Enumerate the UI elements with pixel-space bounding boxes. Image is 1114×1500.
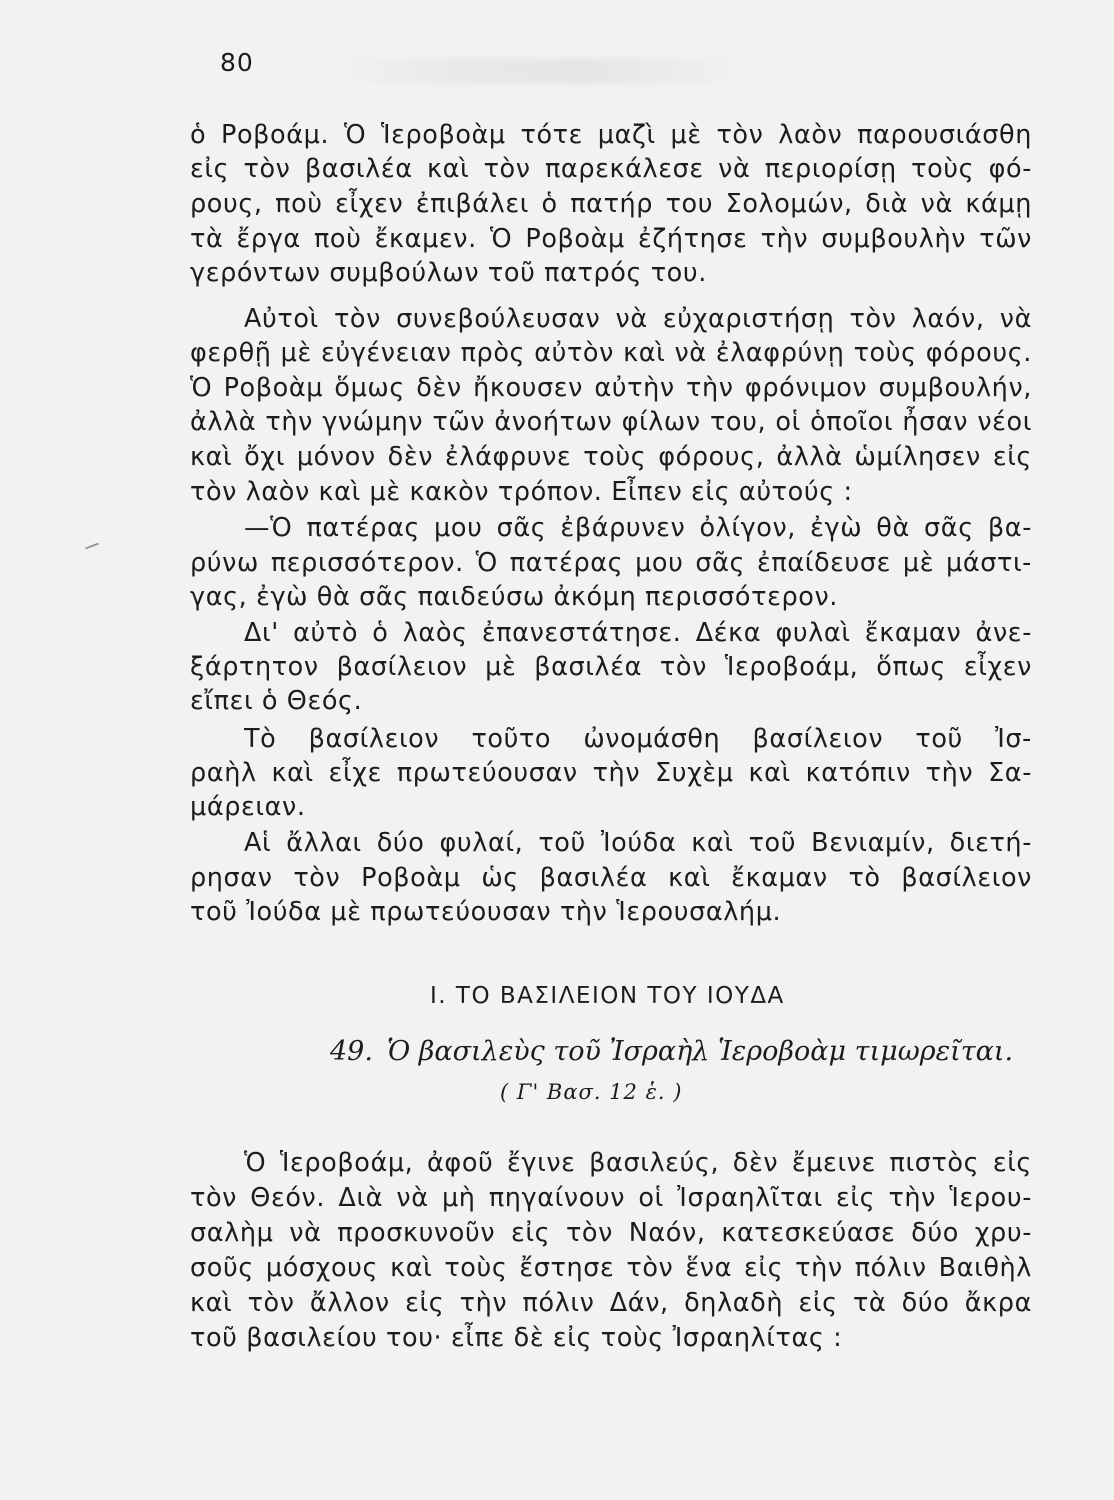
- text-line: μάρειαν.: [190, 792, 306, 822]
- text-line: Τὸ βασίλειον τοῦτο ὠνομάσθη βασίλειον τοῦ Ἰσ-: [244, 724, 1032, 754]
- text-line: Δι' αὐτὸ ὁ λαὸς ἐπανεστάτησε. Δέκα φυλαὶ ἔκαμαν ἀνε-: [244, 618, 1032, 648]
- text-line: σαλὴμ νὰ προσκυνοῦν εἰς τὸν Ναόν, κατεσκεύασε δύο χρυ-: [190, 1218, 1032, 1248]
- text-line: ρησαν τὸν Ροβοὰμ ὡς βασιλέα καὶ ἔκαμαν τὸ βασίλειον: [190, 863, 1032, 893]
- text-line: Αὐτοὶ τὸν συνεβούλευσαν νὰ εὐχαριστήσῃ τὸν λαόν, νὰ: [244, 304, 1032, 334]
- text-line: τὰ ἔργα ποὺ ἔκαμεν. Ὁ Ροβοὰμ ἐζήτησε τὴν συμβουλὴν τῶν: [190, 224, 1032, 254]
- bleed-through-shadow: [330, 58, 750, 84]
- text-line: τὸν λαὸν καὶ μὲ κακὸν τρόπον. Εἶπεν εἰς αὐτούς :: [190, 477, 853, 507]
- text-line: ρύνω περισσότερον. Ὁ πατέρας μου σᾶς ἐπαίδευσε μὲ μάστι-: [190, 548, 1032, 578]
- text-line: τοῦ Ἰούδα μὲ πρωτεύουσαν τὴν Ἱερουσαλήμ.: [190, 897, 782, 927]
- lesson-title-text: Ὁ βασιλεὺς τοῦ Ἰσραὴλ Ἱεροβοὰμ τιμωρεῖται.: [386, 1036, 1014, 1067]
- text-line: φερθῇ μὲ εὐγένειαν πρὸς αὐτὸν καὶ νὰ ἐλαφρύνῃ τοὺς φόρους.: [190, 338, 1032, 368]
- text-line: Ὁ Ροβοὰμ ὅμως δὲν ἤκουσεν αὐτὴν τὴν φρόνιμον συμβουλήν,: [190, 373, 1032, 403]
- text-line: ὁ Ροβοάμ. Ὁ Ἱεροβοὰμ τότε μαζὶ μὲ τὸν λαὸν παρουσιάσθη: [190, 120, 1032, 150]
- text-line: καὶ ὄχι μόνον δὲν ἐλάφρυνε τοὺς φόρους, ἀλλὰ ὡμίλησεν εἰς: [190, 442, 1032, 472]
- text-line: ρους, ποὺ εἶχεν ἐπιβάλει ὁ πατήρ του Σολομών, διὰ νὰ κάμῃ: [190, 189, 1032, 219]
- section-heading: I. ΤΟ ΒΑΣΙΛΕΙΟΝ ΤΟΥ ΙΟΥΔΑ: [430, 983, 785, 1009]
- lesson-number: 49.: [330, 1036, 373, 1067]
- page-number: 80: [220, 48, 254, 77]
- text-line: γερόντων συμβούλων τοῦ πατρός του.: [190, 258, 707, 288]
- text-line: ραὴλ καὶ εἶχε πρωτεύουσαν τὴν Συχὲμ καὶ κατόπιν τὴν Σα-: [190, 758, 1032, 788]
- text-line: εἰς τὸν βασιλέα καὶ τὸν παρεκάλεσε νὰ περιορίσῃ τοὺς φό-: [190, 154, 1032, 184]
- text-line: Ὁ Ἱεροβοάμ, ἀφοῦ ἔγινε βασιλεύς, δὲν ἔμεινε πιστὸς εἰς: [244, 1148, 1032, 1178]
- text-line: σοῦς μόσχους καὶ τοὺς ἔστησε τὸν ἕνα εἰς τὴν πόλιν Βαιθὴλ: [190, 1253, 1032, 1283]
- text-line: τὸν Θεόν. Διὰ νὰ μὴ πηγαίνουν οἱ Ἰσραηλῖται εἰς τὴν Ἱερου-: [190, 1183, 1032, 1213]
- text-line: Αἱ ἄλλαι δύο φυλαί, τοῦ Ἰούδα καὶ τοῦ Βενιαμίν, διετή-: [244, 828, 1032, 858]
- text-line: καὶ τὸν ἄλλον εἰς τὴν πόλιν Δάν, δηλαδὴ εἰς τὰ δύο ἄκρα: [190, 1288, 1032, 1318]
- lesson-reference: ( Γ' Βασ. 12 ἑ. ): [500, 1080, 683, 1104]
- text-line: εἴπει ὁ Θεός.: [190, 686, 363, 716]
- text-line: ἀλλὰ τὴν γνώμην τῶν ἀνοήτων φίλων του, οἱ ὁποῖοι ἦσαν νέοι: [190, 407, 1032, 437]
- text-line: —Ὁ πατέρας μου σᾶς ἐβάρυνεν ὀλίγον, ἐγὼ θὰ σᾶς βα-: [244, 513, 1032, 543]
- text-line: γας, ἐγὼ θὰ σᾶς παιδεύσω ἀκόμη περισσότερον.: [190, 582, 838, 612]
- scan-mark: [85, 543, 99, 550]
- text-line: τοῦ βασιλείου του· εἶπε δὲ εἰς τοὺς Ἰσραηλίτας :: [190, 1323, 843, 1353]
- text-line: ξάρτητον βασίλειον μὲ βασιλέα τὸν Ἱεροβοάμ, ὅπως εἶχεν: [190, 652, 1032, 682]
- lesson-title: [330, 1036, 1013, 1067]
